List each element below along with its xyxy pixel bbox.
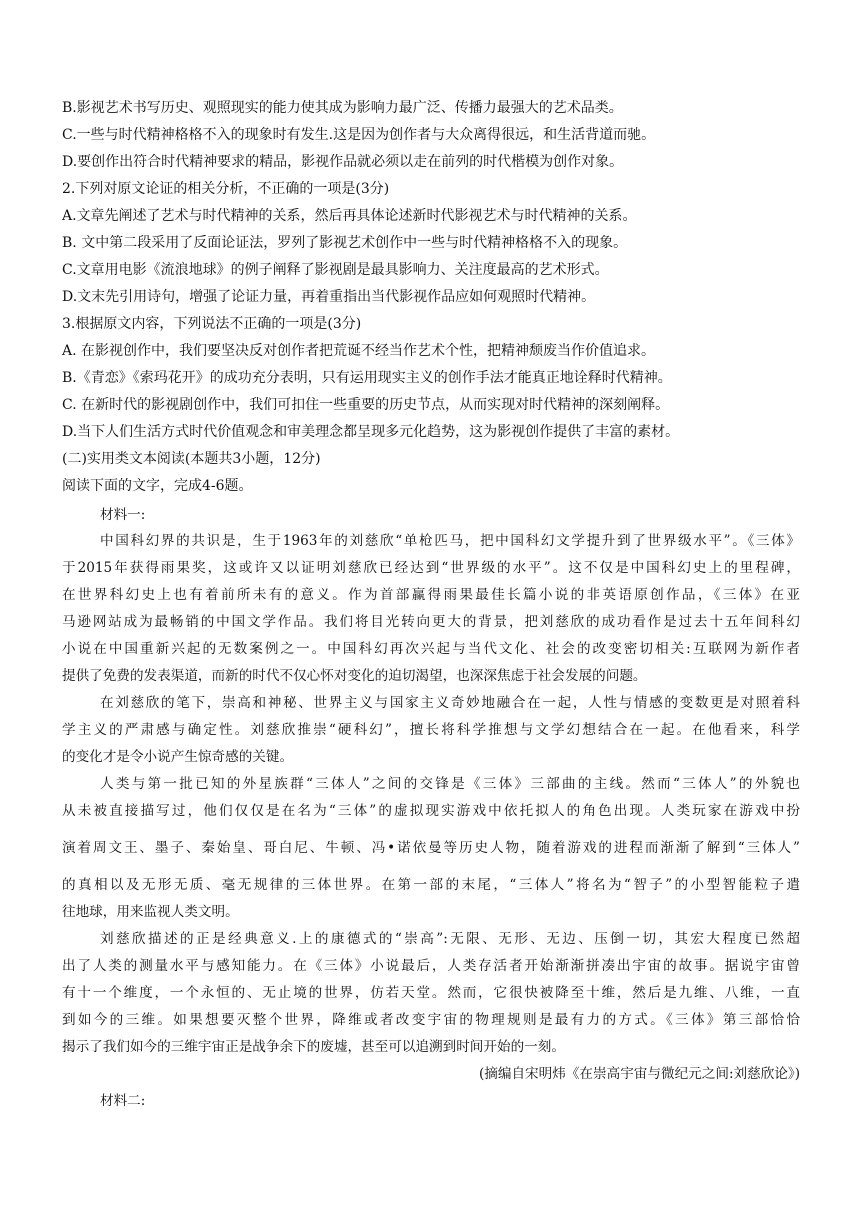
material1-line: 从未被直接描写过，他们仅仅是在名为“三体”的虚拟现实游戏中依托拟人的角色出现。人类玩家在游戏中扮 [62,803,800,819]
material1-line: 演着周文王、墨子、秦始皇、哥白尼、牛顿、冯•诺依曼等历史人物，随着游戏的进程而渐渐了解到“三体人” [62,840,800,856]
q3-option-a: A. 在影视创作中，我们要坚决反对创作者把荒诞不经当作艺术个性，把精神颓废当作价值追求。 [62,343,656,359]
source-citation: (摘编自宋明炜《在崇高宇宙与微纪元之间:刘慈欣论》) [478,1066,800,1082]
material1-line: 的变化才是令小说产生惊奇感的关键。 [62,749,294,765]
q3-option-b: B.《青恋》《索玛花开》的成功充分表明，只有运用现实主义的创作手法才能真正地诠释时代精神。 [62,370,672,386]
material1-line: 中国科幻界的共识是，生于1963年的刘慈欣“单枪匹马，把中国科幻文学提升到了世界级水平”。《三体》 [100,533,800,549]
material1-line: 揭示了我们如今的三维宇宙正是战争余下的废墟，甚至可以追溯到时间开始的一刻。 [62,1039,565,1055]
material1-line: 到如今的三维。如果想要灭整个世界，降维或者改变宇宙的物理规则是最有力的方式。《三体》第三部恰恰 [62,1012,800,1028]
material1-line: 刘慈欣描述的正是经典意义.上的康德式的“崇高”:无限、无形、无边、压倒一切，其宏大程度已然超 [100,931,800,947]
q3-option-c: C. 在新时代的影视剧创作中，我们可扣住一些重要的历史节点，从而实现对时代精神的深刻阐释。 [62,397,670,413]
material1-line: 的真相以及无形无质、毫无规律的三体世界。在第一部的末尾，“三体人”将名为“智子”的小型智能粒子遣 [62,877,800,893]
q2-option-a: A.文章先阐述了艺术与时代精神的关系，然后再具体论述新时代影视艺术与时代精神的关系。 [62,208,637,224]
q2-option-d: D.文末先引用诗句，增强了论证力量，再着重指出当代影视作品应如何观照时代精神。 [62,289,596,305]
material1-line: 学主义的严肃感与确定性。刘慈欣推崇“硬科幻”，擅长将科学推想与文学幻想结合在一起。在他看来，科学 [62,722,800,738]
material1-line: 小说在中国重新兴起的无数案例之一。中国科幻再次兴起与当代文化、社会的改变密切相关:互联网为新作者 [62,641,800,657]
section-instruction: 阅读下面的文字，完成4-6题。 [62,478,253,494]
section-heading: (二)实用类文本阅读(本题共3小题，12分) [62,451,321,467]
material1-line: 往地球，用来监视人类文明。 [62,904,239,920]
material1-line: 于2015年获得雨果奖，这或许又以证明刘慈欣已经达到“世界级的水平”。这不仅是中国科幻史上的里程碑， [62,560,800,576]
q3-stem: 3.根据原文内容，下列说法不正确的一项是(3分) [62,316,362,332]
material1-line: 出了人类的测量水平与感知能力。在《三体》小说最后，人类存活者开始渐渐拼凑出宇宙的故事。据说宇宙曾 [62,958,800,974]
material1-line: 在刘慈欣的笔下，崇高和神秘、世界主义与国家主义奇妙地融合在一起，人性与情感的变数更是对照着科 [100,695,800,711]
q1-option-d: D.要创作出符合时代精神要求的精品，影视作品就必须以走在前列的时代楷模为创作对象。 [62,154,624,170]
q1-option-b: B.影视艺术书写历史、观照现实的能力使其成为影响力最广泛、传播力最强大的艺术品类。 [62,100,623,116]
material1-line: 提供了免费的发表渠道，而新的时代不仅心怀对变化的迫切渴望，也深深焦虑于社会发展的问题。 [62,668,647,684]
material1-label: 材料一: [100,507,146,523]
q2-option-b: B. 文中第二段采用了反面论证法，罗列了影视艺术创作中一些与时代精神格格不入的现象。 [62,235,628,251]
material1-line: 人类与第一批已知的外星族群“三体人”之间的交锋是《三体》三部曲的主线。然而“三体人”的外貌也 [100,776,800,792]
q1-option-c: C.一些与时代精神格格不入的现象时有发生.这是因为创作者与大众离得很远，和生活背道而驰。 [62,127,656,143]
material2-label: 材料二: [100,1093,146,1109]
material1-line: 马逊网站成为最畅销的中国文学作品。我们将目光转向更大的背景，把刘慈欣的成功看作是过去十五年间科幻 [62,614,800,630]
q2-stem: 2.下列对原文论证的相关分析，不正确的一项是(3分) [62,181,390,197]
material1-line: 有十一个维度，一个永恒的、无止境的世界，仿若天堂。然而，它很快被降至十维，然后是九维、八维，一直 [62,985,800,1001]
q2-option-c: C.文章用电影《流浪地球》的例子阐释了影视剧是最具影响力、关注度最高的艺术形式。 [62,262,609,278]
material1-line: 在世界科幻史上也有着前所未有的意义。作为首部赢得雨果最佳长篇小说的非英语原创作品，《三体》在亚 [62,587,800,603]
q3-option-d: D.当下人们生活方式时代价值观念和审美理念都呈现多元化趋势，这为影视创作提供了丰富的素材。 [62,424,680,440]
